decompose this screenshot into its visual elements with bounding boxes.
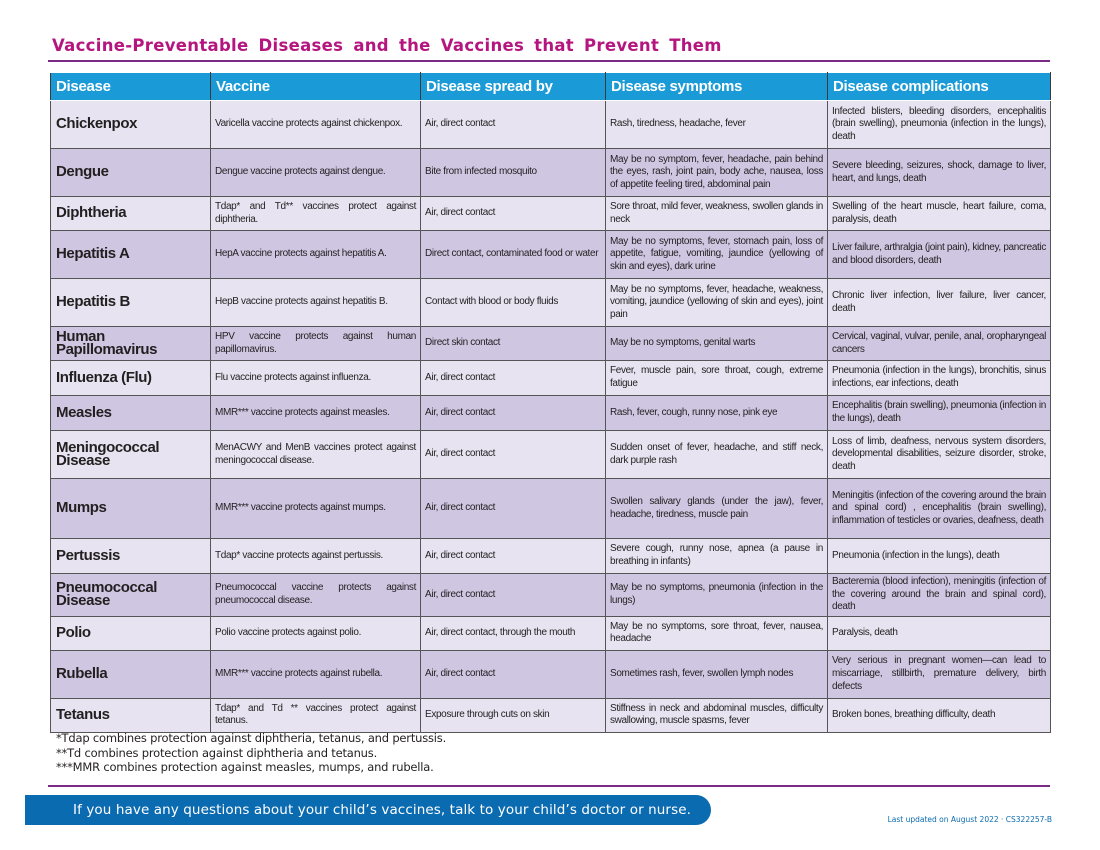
symptoms-cell: May be no symptoms, fever, headache, weakness, vomiting, jaundice (yellowing of skin and eyes), joint pain <box>606 279 828 327</box>
table-row <box>51 327 1051 361</box>
vaccine-cell: MMR*** vaccine protects against measles. <box>211 396 421 431</box>
spread-cell: Air, direct contact <box>421 650 606 698</box>
footer-divider <box>48 785 1050 787</box>
disease-name: Dengue <box>51 149 211 197</box>
disease-name: Rubella <box>51 650 211 698</box>
symptoms-cell: Severe cough, runny nose, apnea (a pause in breathing in infants) <box>606 539 828 574</box>
table-row <box>51 539 1051 574</box>
disease-name: Polio <box>51 616 211 650</box>
table-row <box>51 279 1051 327</box>
symptoms-cell: Sore throat, mild fever, weakness, swollen glands in neck <box>606 197 828 231</box>
vaccine-cell: Flu vaccine protects against influenza. <box>211 361 421 396</box>
symptoms-cell: May be no symptom, fever, headache, pain behind the eyes, rash, joint pain, body ache, nausea, loss of appetite feeling tired, abdominal pain <box>606 149 828 197</box>
disease-name: Influenza (Flu) <box>51 361 211 396</box>
vaccine-cell: Pneumococcal vaccine protects against pneumococcal disease. <box>211 574 421 617</box>
complications-cell: Severe bleeding, seizures, shock, damage to liver, heart, and lungs, death <box>828 149 1051 197</box>
header-spread: Disease spread by <box>421 73 606 101</box>
vaccine-cell: HepA vaccine protects against hepatitis A. <box>211 231 421 279</box>
spread-cell: Air, direct contact <box>421 539 606 574</box>
vaccine-cell: MenACWY and MenB vaccines protect against meningococcal disease. <box>211 431 421 479</box>
vaccine-cell: Tdap* and Td ** vaccines protect against tetanus. <box>211 698 421 732</box>
symptoms-cell: Stiffness in neck and abdominal muscles, difficulty swallowing, muscle spasms, fever <box>606 698 828 732</box>
table-row <box>51 479 1051 539</box>
complications-cell: Encephalitis (brain swelling), pneumonia (infection in the lungs), death <box>828 396 1051 431</box>
vaccine-cell: Varicella vaccine protects against chickenpox. <box>211 101 421 149</box>
vaccine-cell: Dengue vaccine protects against dengue. <box>211 149 421 197</box>
vaccine-cell: MMR*** vaccine protects against rubella. <box>211 650 421 698</box>
symptoms-cell: May be no symptoms, pneumonia (infection in the lungs) <box>606 574 828 617</box>
header-disease: Disease <box>51 73 211 101</box>
complications-cell: Chronic liver infection, liver failure, liver cancer, death <box>828 279 1051 327</box>
footnote-mmr: ***MMR combines protection against measles, mumps, and rubella. <box>56 760 434 774</box>
vaccine-cell: MMR*** vaccine protects against mumps. <box>211 479 421 539</box>
vaccine-cell: Tdap* and Td** vaccines protect against diphtheria. <box>211 197 421 231</box>
disease-name: Chickenpox <box>51 101 211 149</box>
complications-cell: Cervical, vaginal, vulvar, penile, anal, oropharyngeal cancers <box>828 327 1051 361</box>
table-row <box>51 149 1051 197</box>
header-vaccine: Vaccine <box>211 73 421 101</box>
disease-name: Diphtheria <box>51 197 211 231</box>
spread-cell: Air, direct contact <box>421 361 606 396</box>
spread-cell: Exposure through cuts on skin <box>421 698 606 732</box>
spread-cell: Contact with blood or body fluids <box>421 279 606 327</box>
table-row <box>51 431 1051 479</box>
table-row <box>51 101 1051 149</box>
table-row <box>51 650 1051 698</box>
spread-cell: Air, direct contact <box>421 396 606 431</box>
table-row <box>51 574 1051 617</box>
complications-cell: Very serious in pregnant women—can lead to miscarriage, stillbirth, premature delivery, birth defects <box>828 650 1051 698</box>
disease-name: Pneumococcal Disease <box>51 574 211 617</box>
vaccine-cell: HPV vaccine protects against human papillomavirus. <box>211 327 421 361</box>
complications-cell: Meningitis (infection of the covering around the brain and spinal cord) , encephalitis (brain swelling), inflammation of testicles or ovaries, deafness, death <box>828 479 1051 539</box>
page-title: Vaccine-Preventable Diseases and the Vaccines that Prevent Them <box>52 36 722 55</box>
vaccine-cell: Tdap* vaccine protects against pertussis. <box>211 539 421 574</box>
complications-cell: Pneumonia (infection in the lungs), bronchitis, sinus infections, ear infections, death <box>828 361 1051 396</box>
footnote-td: **Td combines protection against diphtheria and tetanus. <box>56 745 378 760</box>
table-row <box>51 231 1051 279</box>
footnotes <box>56 731 446 775</box>
table-header-row <box>51 73 1051 101</box>
symptoms-cell: Rash, fever, cough, runny nose, pink eye <box>606 396 828 431</box>
disease-name: Mumps <box>51 479 211 539</box>
table-row <box>51 361 1051 396</box>
table-row <box>51 616 1051 650</box>
symptoms-cell: Sudden onset of fever, headache, and stiff neck, dark purple rash <box>606 431 828 479</box>
vaccine-table <box>50 72 1051 733</box>
header-symptoms: Disease symptoms <box>606 73 828 101</box>
symptoms-cell: Fever, muscle pain, sore throat, cough, extreme fatigue <box>606 361 828 396</box>
vaccine-cell: HepB vaccine protects against hepatitis B. <box>211 279 421 327</box>
complications-cell: Broken bones, breathing difficulty, death <box>828 698 1051 732</box>
table-row <box>51 396 1051 431</box>
complications-cell: Pneumonia (infection in the lungs), death <box>828 539 1051 574</box>
disease-name: Measles <box>51 396 211 431</box>
complications-cell: Loss of limb, deafness, nervous system disorders, developmental disabilities, seizure disorder, stroke, death <box>828 431 1051 479</box>
symptoms-cell: May be no symptoms, sore throat, fever, nausea, headache <box>606 616 828 650</box>
spread-cell: Direct contact, contaminated food or water <box>421 231 606 279</box>
symptoms-cell: Sometimes rash, fever, swollen lymph nodes <box>606 650 828 698</box>
spread-cell: Bite from infected mosquito <box>421 149 606 197</box>
symptoms-cell: May be no symptoms, genital warts <box>606 327 828 361</box>
footnote-tdap: *Tdap combines protection against diphtheria, tetanus, and pertussis. <box>56 731 447 745</box>
banner-text: If you have any questions about your child’s vaccines, talk to your child’s doctor or nurse. <box>73 802 692 818</box>
disease-name: Human Papillomavirus <box>51 327 211 361</box>
disease-name: Hepatitis A <box>51 231 211 279</box>
header-complications: Disease complications <box>828 73 1051 101</box>
questions-banner <box>25 795 711 825</box>
table-row <box>51 197 1051 231</box>
symptoms-cell: May be no symptoms, fever, stomach pain, loss of appetite, fatigue, vomiting, jaundice (yellowing of skin and eyes), dark urine <box>606 231 828 279</box>
spread-cell: Air, direct contact <box>421 197 606 231</box>
disease-name: Pertussis <box>51 539 211 574</box>
spread-cell: Air, direct contact <box>421 101 606 149</box>
title-divider <box>48 60 1050 62</box>
complications-cell: Swelling of the heart muscle, heart failure, coma, paralysis, death <box>828 197 1051 231</box>
symptoms-cell: Rash, tiredness, headache, fever <box>606 101 828 149</box>
last-updated-note: Last updated on August 2022 · CS322257-B <box>887 815 1052 824</box>
disease-name: Meningococcal Disease <box>51 431 211 479</box>
spread-cell: Air, direct contact <box>421 574 606 617</box>
vaccine-cell: Polio vaccine protects against polio. <box>211 616 421 650</box>
spread-cell: Air, direct contact <box>421 431 606 479</box>
spread-cell: Air, direct contact <box>421 479 606 539</box>
complications-cell: Paralysis, death <box>828 616 1051 650</box>
symptoms-cell: Swollen salivary glands (under the jaw), fever, headache, tiredness, muscle pain <box>606 479 828 539</box>
disease-name: Tetanus <box>51 698 211 732</box>
spread-cell: Air, direct contact, through the mouth <box>421 616 606 650</box>
complications-cell: Infected blisters, bleeding disorders, encephalitis (brain swelling), pneumonia (infection in the lungs), death <box>828 101 1051 149</box>
complications-cell: Bacteremia (blood infection), meningitis (infection of the covering around the brain and spinal cord), death <box>828 574 1051 617</box>
complications-cell: Liver failure, arthralgia (joint pain), kidney, pancreatic and blood disorders, death <box>828 231 1051 279</box>
spread-cell: Direct skin contact <box>421 327 606 361</box>
table-row <box>51 698 1051 732</box>
disease-name: Hepatitis B <box>51 279 211 327</box>
